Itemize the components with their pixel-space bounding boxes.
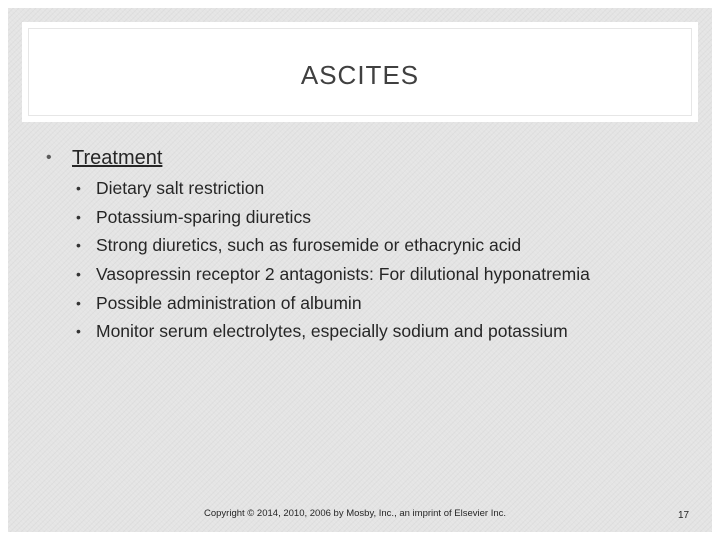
list-item: [46, 260, 686, 289]
bullet-dot-icon: •: [76, 237, 81, 254]
copyright-footer: Copyright © 2014, 2010, 2006 by Mosby, Inc., an imprint of Elsevier Inc.: [204, 508, 507, 519]
list-item-text: Strong diuretics, such as furosemide or ethacrynic acid: [96, 235, 522, 256]
list-item: [46, 174, 686, 203]
page-number: 17: [678, 510, 690, 521]
list-item-text: Vasopressin receptor 2 antagonists: For dilutional hyponatremia: [96, 264, 590, 285]
list-item: [46, 231, 686, 260]
list-item-text: Potassium-sparing diuretics: [96, 206, 311, 227]
bullet-heading: [46, 144, 686, 172]
bullet-dot-icon: •: [76, 323, 81, 340]
list-item: [46, 203, 686, 232]
sub-bullet-list: [46, 174, 686, 346]
list-item: [46, 317, 686, 346]
bullet-dot-icon: •: [76, 208, 81, 225]
bullet-dot-icon: •: [76, 294, 81, 311]
bullet-dot-icon: •: [76, 266, 81, 283]
slide-title: ASCITES: [300, 60, 420, 90]
heading-treatment: Treatment: [72, 147, 163, 169]
list-item-text: Dietary salt restriction: [96, 178, 265, 198]
slide-content: [46, 144, 686, 362]
bullet-dot-icon: •: [76, 180, 81, 196]
title-box: [22, 22, 698, 122]
bullet-dot-icon: •: [46, 149, 52, 166]
list-item: [46, 289, 686, 318]
list-item-text: Possible administration of albumin: [96, 292, 362, 313]
list-item-text: Monitor serum electrolytes, especially sodium and potassium: [96, 321, 568, 342]
